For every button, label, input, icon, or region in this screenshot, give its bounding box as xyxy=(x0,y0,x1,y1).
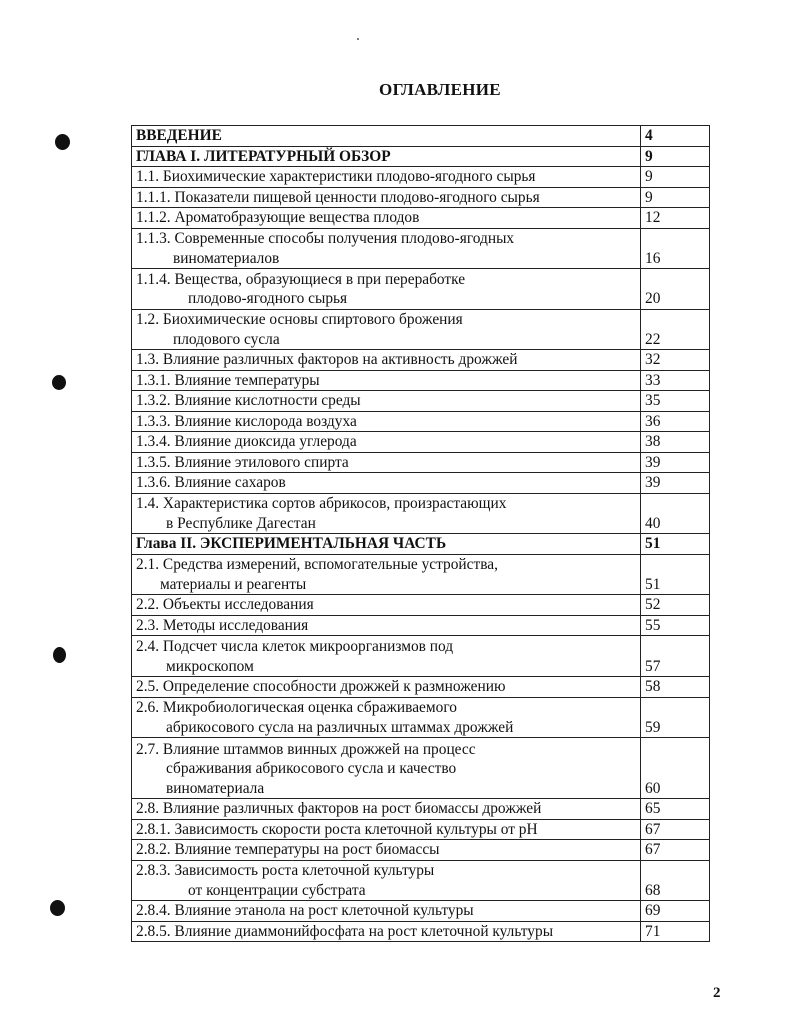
toc-entry-page: 55 xyxy=(641,615,710,636)
toc-row xyxy=(132,493,710,534)
toc-row xyxy=(132,126,710,147)
toc-entry-page: 65 xyxy=(641,799,710,820)
toc-entry-title: 1.3.5. Влияние этилового спирта xyxy=(132,452,641,473)
toc-entry-title: 1.3.6. Влияние сахаров xyxy=(132,473,641,494)
toc-entry-page: 40 xyxy=(641,493,710,534)
toc-row xyxy=(132,819,710,840)
toc-row xyxy=(132,677,710,698)
toc-entry-title: 1.3.1. Влияние температуры xyxy=(132,370,641,391)
toc-row xyxy=(132,636,710,677)
page-number: 2 xyxy=(713,985,721,1001)
toc-entry-title: 2.5. Определение способности дрожжей к размножению xyxy=(132,677,641,698)
toc-row xyxy=(132,350,710,371)
toc-entry-page: 68 xyxy=(641,860,710,901)
toc-entry-page: 12 xyxy=(641,208,710,229)
toc-row xyxy=(132,534,710,555)
toc-row xyxy=(132,309,710,350)
punch-hole-mark xyxy=(55,134,70,150)
toc-entry-title: 2.1. Средства измерений, вспомогательные устройства, материалы и реагенты xyxy=(132,554,641,595)
toc-entry-page: 32 xyxy=(641,350,710,371)
toc-entry-page: 9 xyxy=(641,187,710,208)
toc-entry-title: 2.4. Подсчет числа клеток микроорганизмов под микроскопом xyxy=(132,636,641,677)
toc-row xyxy=(132,269,710,310)
toc-entry-title: 1.4. Характеристика сортов абрикосов, произрастающих в Республике Дагестан xyxy=(132,493,641,534)
toc-entry-page: 38 xyxy=(641,432,710,453)
toc-entry-title: 2.8.4. Влияние этанола на рост клеточной культуры xyxy=(132,901,641,922)
toc-row xyxy=(132,697,710,738)
toc-entry-title: 1.1.3. Современные способы получения плодово-ягодных виноматериалов xyxy=(132,228,641,269)
toc-entry-page: 9 xyxy=(641,146,710,167)
toc-entry-title: 2.6. Микробиологическая оценка сбраживаемого абрикосового сусла на различных штаммах дрожжей xyxy=(132,697,641,738)
toc-entry-page: 20 xyxy=(641,269,710,310)
toc-entry-page: 9 xyxy=(641,167,710,188)
toc-entry-page: 67 xyxy=(641,840,710,861)
toc-row xyxy=(132,901,710,922)
toc-entry-title: 1.3.3. Влияние кислорода воздуха xyxy=(132,411,641,432)
punch-hole-mark xyxy=(53,647,66,663)
toc-row xyxy=(132,187,710,208)
punch-hole-mark xyxy=(52,375,66,390)
toc-entry-title: 2.8.5. Влияние диаммонийфосфата на рост клеточной культуры xyxy=(132,921,641,942)
toc-row xyxy=(132,411,710,432)
toc-entry-page: 39 xyxy=(641,473,710,494)
toc-entry-title: Глава II. ЭКСПЕРИМЕНТАЛЬНАЯ ЧАСТЬ xyxy=(132,534,641,555)
toc-entry-page: 22 xyxy=(641,309,710,350)
toc-entry-page: 52 xyxy=(641,595,710,616)
toc-entry-page: 51 xyxy=(641,554,710,595)
page-title: ОГЛАВЛЕНИЕ xyxy=(379,80,501,99)
punch-hole-mark xyxy=(50,900,65,916)
toc-entry-title: 1.1. Биохимические характеристики плодово-ягодного сырья xyxy=(132,167,641,188)
toc-row xyxy=(132,146,710,167)
toc-row xyxy=(132,860,710,901)
toc-entry-page: 69 xyxy=(641,901,710,922)
toc-entry-title: 1.2. Биохимические основы спиртового брожения плодового сусла xyxy=(132,309,641,350)
toc-entry-title: 2.8.2. Влияние температуры на рост биомассы xyxy=(132,840,641,861)
toc-entry-title: 2.3. Методы исследования xyxy=(132,615,641,636)
toc-entry-page: 58 xyxy=(641,677,710,698)
toc-entry-title: 1.3. Влияние различных факторов на активность дрожжей xyxy=(132,350,641,371)
toc-row xyxy=(132,452,710,473)
toc-entry-page: 4 xyxy=(641,126,710,147)
toc-entry-page: 60 xyxy=(641,738,710,799)
toc-row xyxy=(132,595,710,616)
toc-row xyxy=(132,208,710,229)
toc-entry-title: 2.8.1. Зависимость скорости роста клеточной культуры от рН xyxy=(132,819,641,840)
toc-entry-page: 35 xyxy=(641,391,710,412)
toc-entry-page: 59 xyxy=(641,697,710,738)
toc-row xyxy=(132,921,710,942)
toc-row xyxy=(132,228,710,269)
toc-entry-page: 36 xyxy=(641,411,710,432)
toc-entry-page: 57 xyxy=(641,636,710,677)
toc-row xyxy=(132,432,710,453)
toc-row xyxy=(132,473,710,494)
toc-entry-title: 1.3.2. Влияние кислотности среды xyxy=(132,391,641,412)
toc-entry-title: ГЛАВА I. ЛИТЕРАТУРНЫЙ ОБЗОР xyxy=(132,146,641,167)
toc-entry-title: 2.8.3. Зависимость роста клеточной культуры от концентрации субстрата xyxy=(132,860,641,901)
toc-entry-page: 33 xyxy=(641,370,710,391)
toc-entry-title: 2.7. Влияние штаммов винных дрожжей на процесс сбраживания абрикосового сусла и качество виноматериала xyxy=(132,738,641,799)
table-of-contents xyxy=(131,125,710,942)
toc-row xyxy=(132,615,710,636)
toc-entry-title: 1.1.1. Показатели пищевой ценности плодово-ягодного сырья xyxy=(132,187,641,208)
toc-entry-page: 39 xyxy=(641,452,710,473)
toc-row xyxy=(132,840,710,861)
toc-row xyxy=(132,167,710,188)
toc-row xyxy=(132,799,710,820)
toc-entry-title: 2.8. Влияние различных факторов на рост биомассы дрожжей xyxy=(132,799,641,820)
toc-entry-title: 1.1.2. Ароматобразующие вещества плодов xyxy=(132,208,641,229)
toc-entry-title: 1.1.4. Вещества, образующиеся в при переработке плодово-ягодного сырья xyxy=(132,269,641,310)
toc-entry-title: ВВЕДЕНИЕ xyxy=(132,126,641,147)
toc-entry-title: 1.3.4. Влияние диоксида углерода xyxy=(132,432,641,453)
toc-entry-page: 16 xyxy=(641,228,710,269)
toc-row xyxy=(132,370,710,391)
toc-row xyxy=(132,554,710,595)
toc-row xyxy=(132,738,710,799)
toc-entry-page: 71 xyxy=(641,921,710,942)
toc-row xyxy=(132,391,710,412)
toc-entry-title: 2.2. Объекты исследования xyxy=(132,595,641,616)
toc-entry-page: 51 xyxy=(641,534,710,555)
toc-entry-page: 67 xyxy=(641,819,710,840)
scan-speck xyxy=(357,38,359,40)
